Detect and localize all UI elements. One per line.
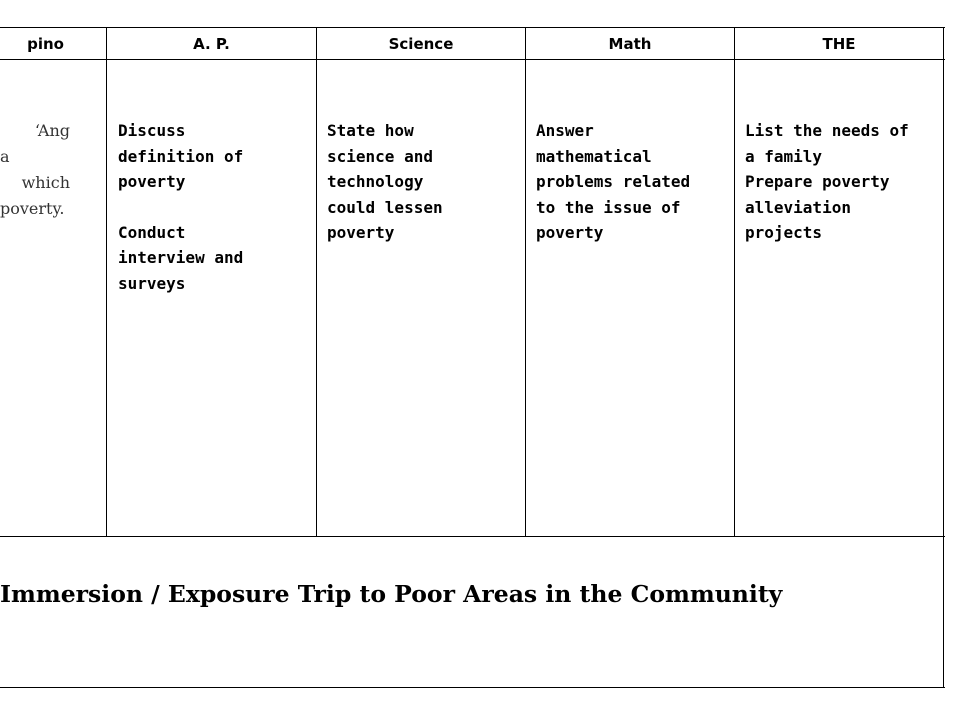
cell-line: science and — [327, 146, 433, 166]
header-filipino: pino — [27, 35, 64, 53]
table-top-border — [0, 27, 945, 28]
cell-line: technology — [327, 172, 424, 191]
cell-line: could lessen — [327, 197, 443, 217]
cell-line: definition of — [118, 146, 244, 166]
cell-line: Answer — [536, 121, 594, 140]
cell-line: poverty. — [0, 199, 65, 218]
header-bottom-border — [0, 59, 945, 60]
cell-line: a — [0, 147, 10, 166]
cell-line: ‘Ang — [34, 121, 70, 140]
cell-science — [327, 118, 443, 246]
cell-line: List the needs of — [745, 121, 909, 140]
cell-line: problems related — [536, 172, 691, 191]
header-math: Math — [608, 35, 652, 53]
cell-line: interview and — [118, 248, 244, 267]
cell-line: mathematical — [536, 146, 652, 166]
cell-line: to the issue of — [536, 197, 681, 217]
cell-ap — [118, 118, 243, 296]
cell-the — [745, 118, 909, 246]
cell-line: Discuss — [118, 121, 186, 140]
column-divider-3 — [525, 27, 526, 536]
table-bottom-border — [0, 687, 945, 688]
immersion-banner-text: Immersion / Exposure Trip to Poor Areas in the Community — [0, 580, 783, 608]
cell-filipino — [0, 118, 90, 222]
cell-math — [536, 118, 690, 246]
cell-line: State how — [327, 121, 414, 140]
column-divider-1 — [106, 27, 107, 536]
cell-line: Prepare poverty — [745, 172, 890, 191]
column-divider-4 — [734, 27, 735, 536]
cell-line: which — [21, 173, 70, 192]
cell-line: poverty — [536, 223, 604, 242]
row-bottom-border — [0, 536, 945, 537]
column-divider-2 — [316, 27, 317, 536]
cell-line: poverty — [118, 172, 186, 191]
paragraph-gap — [118, 195, 243, 220]
cell-line: alleviation — [745, 197, 851, 217]
cell-line: Conduct — [118, 222, 186, 242]
header-the: THE — [822, 35, 856, 53]
header-ap: A. P. — [193, 35, 230, 53]
header-science: Science — [388, 35, 454, 53]
cell-line: projects — [745, 223, 823, 242]
table-right-border — [943, 27, 944, 688]
cell-line: poverty — [327, 223, 395, 242]
cell-line: a family — [745, 146, 823, 166]
cell-line: surveys — [118, 273, 186, 293]
